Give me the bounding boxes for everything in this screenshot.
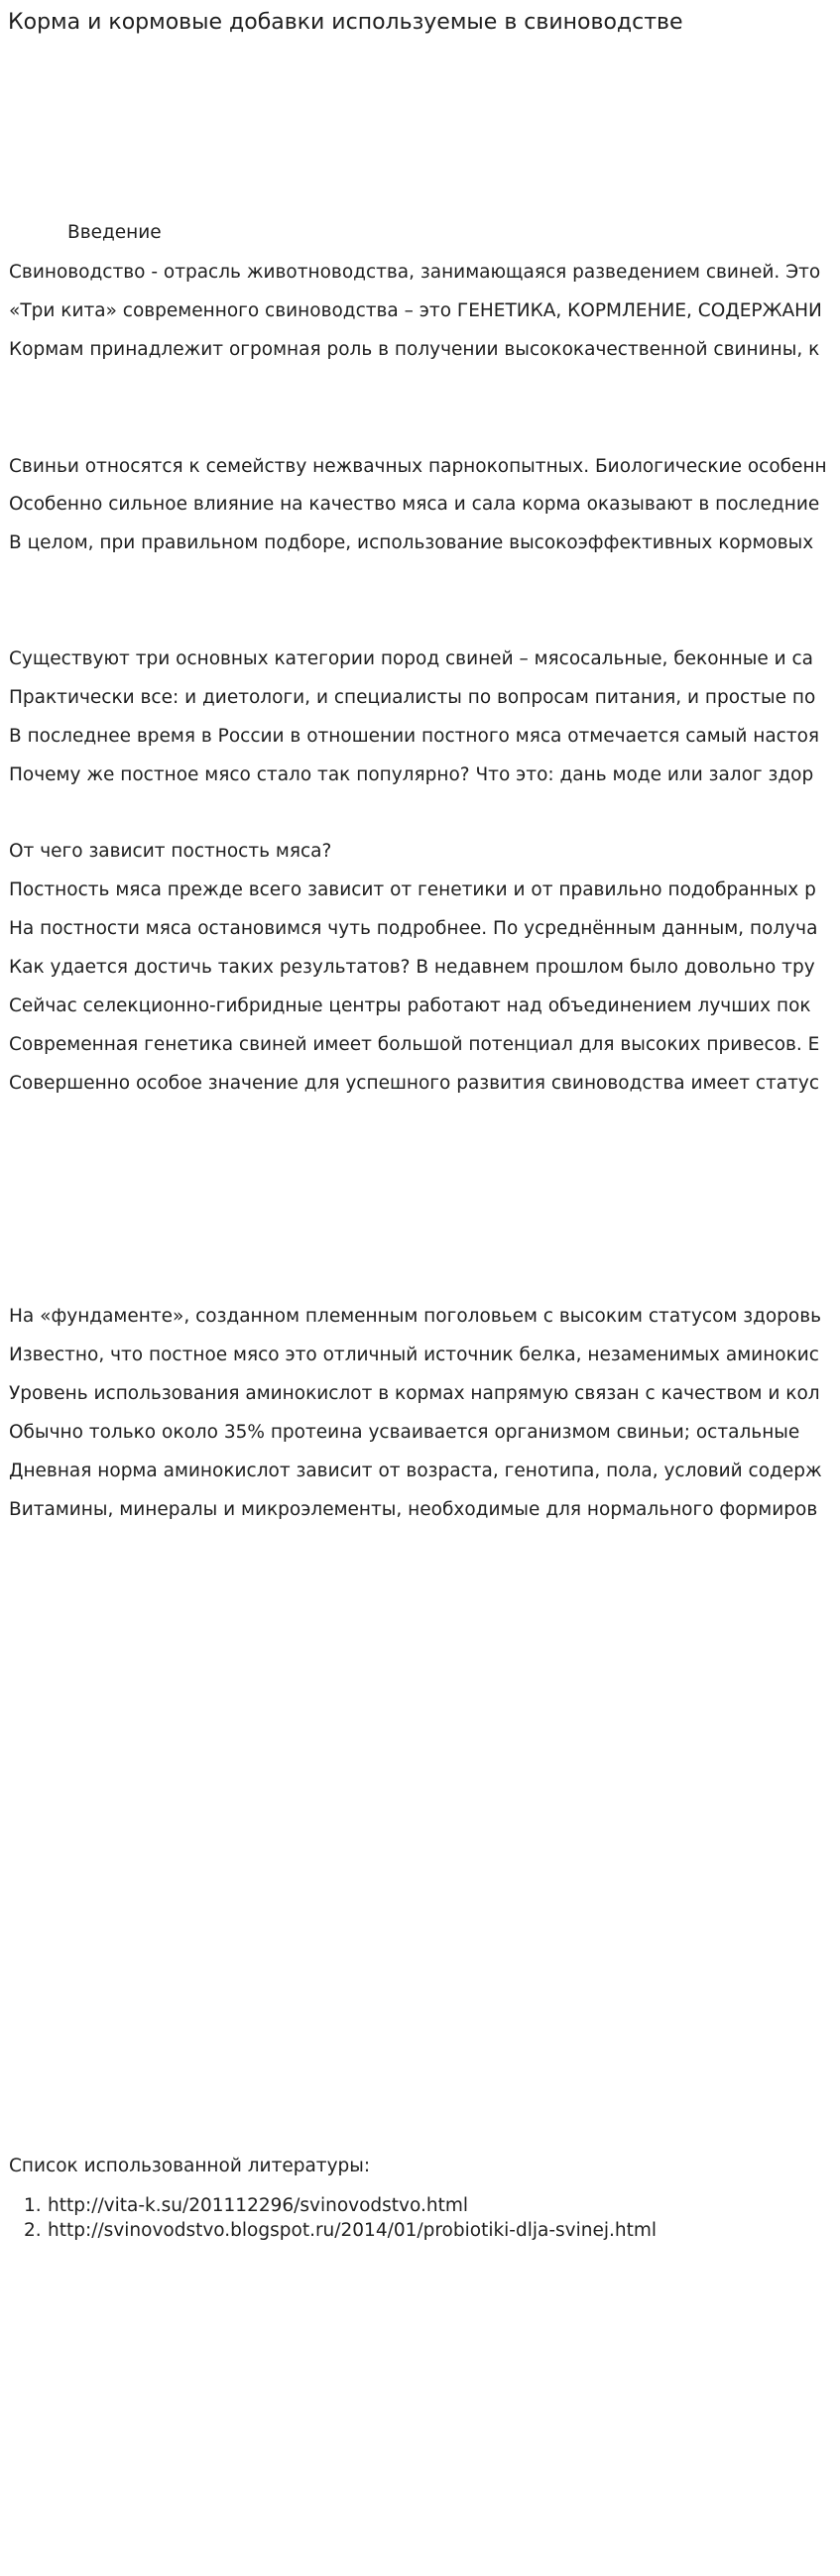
paragraph: Витамины, минералы и микроэлементы, необходимые для нормального формиров	[9, 1499, 818, 1520]
references-list	[24, 2193, 657, 2243]
paragraph: Сейчас селекционно-гибридные центры работают над объединением лучших пок	[9, 995, 811, 1016]
paragraph: На постности мяса остановимся чуть подробнее. По усреднённым данным, получа	[9, 918, 818, 939]
reference-number: 1.	[24, 2195, 42, 2216]
paragraph: Известно, что постное мясо это отличный источник белка, незаменимых аминокис	[9, 1345, 819, 1365]
paragraph: Совершенно особое значение для успешного развития свиноводства имеет статус	[9, 1073, 820, 1094]
paragraph: Дневная норма аминокислот зависит от возраста, генотипа, пола, условий содерж	[9, 1461, 822, 1481]
reference-item[interactable]	[24, 2218, 657, 2243]
references-heading: Список использованной литературы:	[9, 2156, 371, 2176]
paragraph: Кормам принадлежит огромная роль в получении высококачественной свинины, к	[9, 339, 820, 360]
paragraph: Уровень использования аминокислот в кормах напрямую связан с качеством и кол	[9, 1383, 820, 1404]
paragraph: Почему же постное мясо стало так популярно? Что это: дань моде или залог здор	[9, 764, 814, 785]
paragraph: Существуют три основных категории пород свиней – мясосальные, беконные и са	[9, 648, 814, 669]
reference-item[interactable]	[24, 2193, 657, 2218]
paragraph: Как удается достичь таких результатов? В недавнем прошлом было довольно тру	[9, 957, 815, 978]
paragraph: Свиноводство - отрасль животноводства, занимающаяся разведением свиней. Это	[9, 262, 821, 283]
paragraph: На «фундаменте», созданном племенным поголовьем с высоким статусом здоровь	[9, 1306, 822, 1327]
paragraph: «Три кита» современного свиноводства – это ГЕНЕТИКА, КОРМЛЕНИЕ, СОДЕРЖАНИ	[9, 300, 822, 321]
paragraph: Современная генетика свиней имеет большой потенциал для высоких привесов. Е	[9, 1034, 820, 1055]
paragraph: Постность мяса прежде всего зависит от генетики и от правильно подобранных р	[9, 879, 816, 900]
paragraph: В целом, при правильном подборе, использование высокоэффективных кормовых	[9, 532, 814, 553]
paragraph: В последнее время в России в отношении постного мяса отмечается самый настоя	[9, 726, 820, 747]
paragraph: Практически все: и диетологи, и специалисты по вопросам питания, и простые по	[9, 687, 816, 708]
reference-link[interactable]: http://svinovodstvo.blogspot.ru/2014/01/probiotiki-dlja-svinej.html	[48, 2220, 658, 2241]
paragraph: Особенно сильное влияние на качество мяса и сала корма оказывают в последние	[9, 494, 820, 515]
section-heading: От чего зависит постность мяса?	[9, 841, 332, 862]
intro-heading: Введение	[67, 222, 162, 243]
reference-link[interactable]: http://vita-k.su/201112296/svinovodstvo.html	[48, 2195, 469, 2216]
paragraph: Обычно только около 35% протеина усваивается организмом свиньи; остальные	[9, 1422, 800, 1443]
reference-number: 2.	[24, 2220, 42, 2241]
paragraph: Свиньи относятся к семейству нежвачных парнокопытных. Биологические особенн	[9, 456, 827, 477]
page-title: Корма и кормовые добавки используемые в свиноводстве	[8, 10, 683, 35]
